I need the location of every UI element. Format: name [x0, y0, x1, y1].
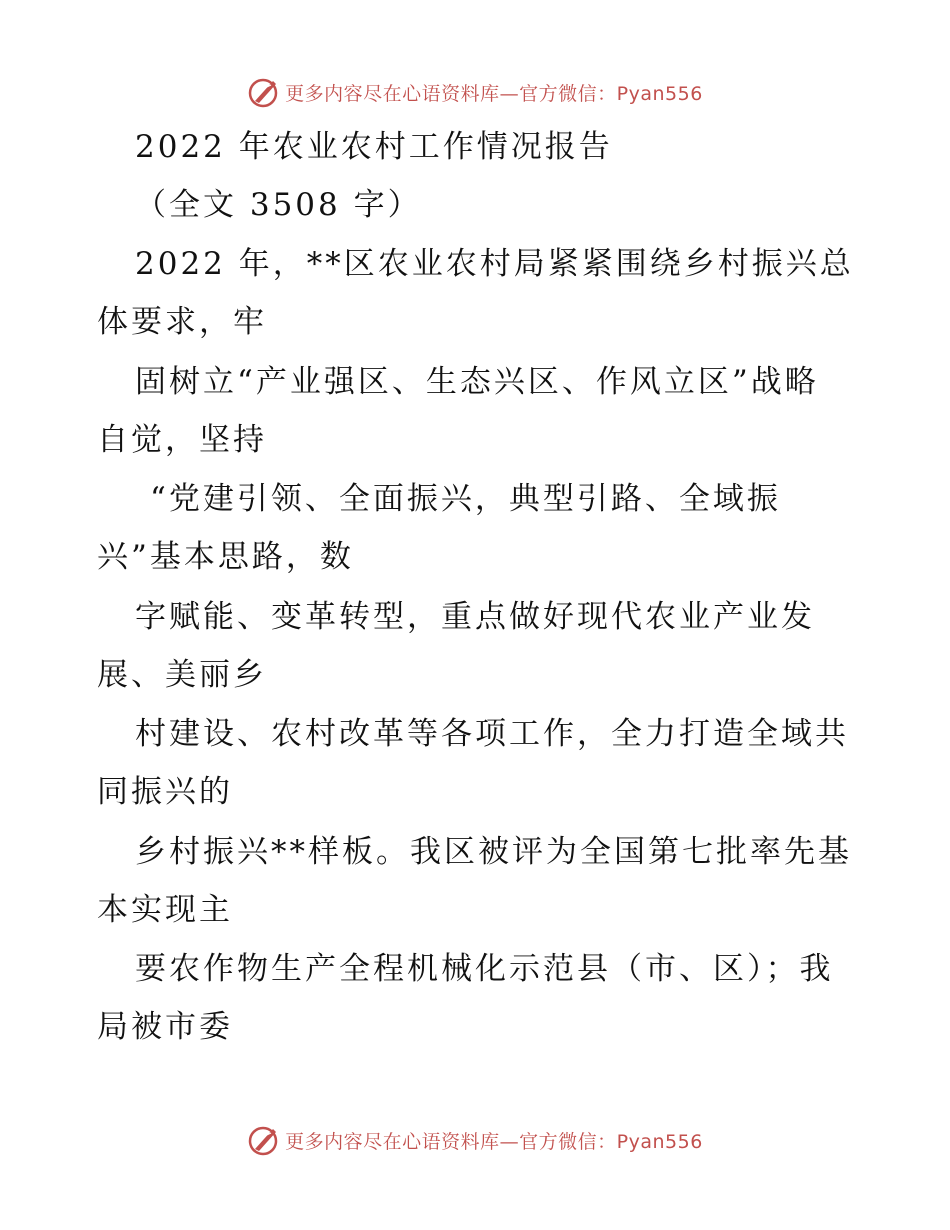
paragraph-line: 自觉，坚持 — [97, 422, 267, 458]
watermark-text: 更多内容尽在心语资料库—官方微信：Pyan556 — [285, 82, 703, 105]
quill-pen-logo-icon — [247, 1123, 281, 1157]
paragraph-line: 兴”基本思路，数 — [97, 539, 354, 575]
paragraph-line: 乡村振兴**样板。我区被评为全国第七批率先基 — [135, 834, 852, 870]
footer-watermark — [0, 1120, 950, 1160]
document-title: 2022 年农业农村工作情况报告 — [135, 129, 613, 165]
paragraph-line: 展、美丽乡 — [97, 657, 267, 693]
paragraph-line: 2022 年，**区农业农村局紧紧围绕乡村振兴总 — [135, 246, 854, 282]
paragraph-line: 体要求，牢 — [97, 304, 267, 340]
word-count: （全文 3508 字） — [135, 187, 422, 223]
paragraph-line: 字赋能、变革转型，重点做好现代农业产业发 — [135, 599, 815, 635]
paragraph-line: “党建引领、全面振兴，典型引路、全域振 — [150, 481, 781, 517]
watermark-text: 更多内容尽在心语资料库—官方微信：Pyan556 — [285, 1130, 703, 1153]
paragraph-line: 要农作物生产全程机械化示范县（市、区）；我 — [135, 951, 834, 987]
paragraph-line: 局被市委 — [97, 1009, 233, 1045]
paragraph-line: 本实现主 — [97, 892, 233, 928]
paragraph-line: 固树立“产业强区、生态兴区、作风立区”战略 — [135, 364, 819, 400]
paragraph-line: 村建设、农村改革等各项工作，全力打造全域共 — [135, 716, 849, 752]
paragraph-line: 同振兴的 — [97, 774, 233, 810]
